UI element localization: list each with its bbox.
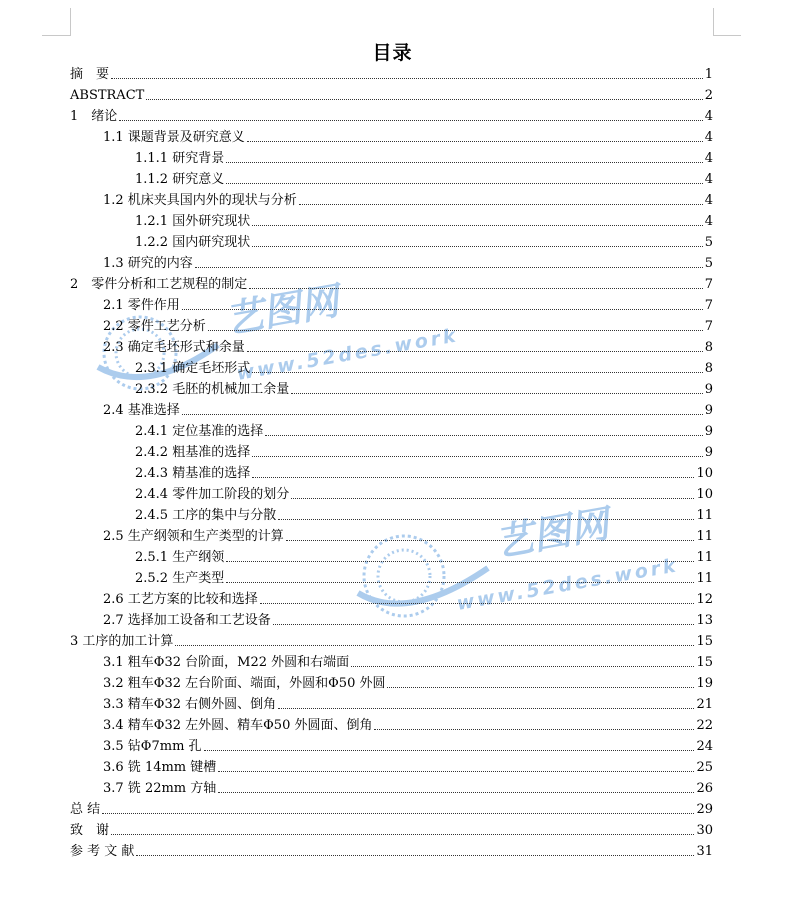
toc-entry-label: 3.7 铣 22mm 方轴 <box>103 781 217 796</box>
toc-dot-leader <box>111 78 703 79</box>
toc-entry-label: 2.4.3 精基准的选择 <box>135 466 251 481</box>
toc-dot-leader <box>278 708 694 709</box>
toc-entry[interactable] <box>135 461 713 482</box>
toc-entry[interactable] <box>135 566 713 587</box>
toc-dot-leader <box>146 99 702 100</box>
toc-dot-leader <box>226 561 694 562</box>
toc-entry-page: 10 <box>696 487 713 502</box>
toc-entry-page: 15 <box>696 655 713 670</box>
toc-entry-label: 2.3.2 毛胚的机械加工余量 <box>135 382 290 397</box>
toc-entry-label: 2.4.5 工序的集中与分散 <box>135 508 277 523</box>
toc-dot-leader <box>286 540 695 541</box>
toc-entry-page: 5 <box>704 256 713 271</box>
toc-entry[interactable] <box>135 440 713 461</box>
toc-entry-label: 1.3 研究的内容 <box>103 256 193 271</box>
toc-entry-label: 2.5.2 生产类型 <box>135 571 225 586</box>
toc-dot-leader <box>291 498 694 499</box>
toc-dot-leader <box>226 183 703 184</box>
toc-entry[interactable] <box>103 251 713 272</box>
toc-entry-page: 24 <box>696 739 713 754</box>
toc-entry-page: 11 <box>696 550 713 565</box>
toc-entry[interactable] <box>70 62 713 83</box>
toc-entry-label: 3.3 精车Φ32 右侧外圆、倒角 <box>103 697 277 712</box>
toc-dot-leader <box>260 603 695 604</box>
toc-entry-label: 2.6 工艺方案的比较和选择 <box>103 592 258 607</box>
toc-dot-leader <box>252 225 703 226</box>
toc-entry-page: 7 <box>704 298 713 313</box>
toc-dot-leader <box>252 477 694 478</box>
toc-entry-label: 3.5 钻Φ7mm 孔 <box>103 739 202 754</box>
toc-entry[interactable] <box>103 335 713 356</box>
toc-dot-leader <box>252 456 703 457</box>
toc-entry-page: 4 <box>704 151 713 166</box>
toc-entry[interactable] <box>103 293 713 314</box>
toc-dot-leader <box>278 519 694 520</box>
toc-entry[interactable] <box>103 524 713 545</box>
toc-entry-label: 2 零件分析和工艺规程的制定 <box>70 277 248 292</box>
toc-entry[interactable] <box>135 209 713 230</box>
toc-entry-label: 3.1 粗车Φ32 台阶面，M22 外圆和右端面 <box>103 655 350 670</box>
toc-entry-page: 26 <box>696 781 713 796</box>
toc-entry[interactable] <box>103 314 713 335</box>
toc-entry-label: 2.4 基准选择 <box>103 403 180 418</box>
toc-dot-leader <box>204 750 695 751</box>
watermark-url: www.52des.work <box>455 554 681 615</box>
toc-entry[interactable] <box>103 650 713 671</box>
toc-dot-leader <box>247 351 703 352</box>
toc-dot-leader <box>111 834 694 835</box>
toc-dot-leader <box>299 204 703 205</box>
toc-dot-leader <box>252 246 703 247</box>
toc-entry[interactable] <box>135 419 713 440</box>
toc-dot-leader <box>265 435 703 436</box>
toc-dot-leader <box>351 666 694 667</box>
toc-entry-label: 3 工序的加工计算 <box>70 634 174 649</box>
toc-entry-page: 4 <box>704 109 713 124</box>
toc-entry-page: 25 <box>696 760 713 775</box>
crop-mark-top-left-h <box>42 35 71 36</box>
toc-entry-page: 4 <box>704 214 713 229</box>
toc-entry-label: 1.1.2 研究意义 <box>135 172 225 187</box>
toc-entry-page: 11 <box>696 571 713 586</box>
toc-entry-page: 31 <box>696 844 713 859</box>
toc-dot-leader <box>136 855 694 856</box>
toc-entry-page: 21 <box>696 697 713 712</box>
toc-entry-label: 1.2.1 国外研究现状 <box>135 214 251 229</box>
toc-dot-leader <box>291 393 703 394</box>
toc-entry[interactable] <box>135 356 713 377</box>
toc-entry[interactable] <box>103 755 713 776</box>
toc-entry[interactable] <box>103 587 713 608</box>
toc-dot-leader <box>374 729 694 730</box>
toc-entry-page: 19 <box>696 676 713 691</box>
toc-entry-label: 1.2 机床夹具国内外的现状与分析 <box>103 193 297 208</box>
toc-entry-page: 29 <box>696 802 713 817</box>
toc-entry-page: 1 <box>704 67 713 82</box>
crop-mark-top-right-h <box>713 35 741 36</box>
toc-entry-label: 2.4.4 零件加工阶段的划分 <box>135 487 290 502</box>
toc-entry[interactable] <box>135 167 713 188</box>
toc-entry[interactable] <box>135 230 713 251</box>
toc-entry-label: 1 绪论 <box>70 109 118 124</box>
toc-entry-label: 参 考 文 献 <box>70 844 135 859</box>
toc-entry[interactable] <box>103 398 713 419</box>
toc-entry[interactable] <box>135 146 713 167</box>
toc-entry-page: 30 <box>696 823 713 838</box>
toc-entry[interactable] <box>70 83 713 104</box>
toc-entry-page: 22 <box>696 718 713 733</box>
toc-dot-leader <box>195 267 703 268</box>
toc-entry-label: 2.5 生产纲领和生产类型的计算 <box>103 529 284 544</box>
toc-dot-leader <box>208 330 703 331</box>
toc-entry-label: 致 谢 <box>70 823 110 838</box>
toc-entry-page: 2 <box>704 88 713 103</box>
toc-entry-label: 2.4.1 定位基准的选择 <box>135 424 264 439</box>
toc-entry-label: 2.3.1 确定毛坯形式 <box>135 361 251 376</box>
toc-entry[interactable] <box>103 692 713 713</box>
watermark-url: www.52des.work <box>235 324 461 385</box>
toc-dot-leader <box>218 792 694 793</box>
toc-entry[interactable] <box>103 608 713 629</box>
toc-entry-label: 3.4 精车Φ32 左外圆、精车Φ50 外圆面、倒角 <box>103 718 373 733</box>
toc-dot-leader <box>182 309 703 310</box>
toc-entry[interactable] <box>135 482 713 503</box>
watermark-text: 艺图网 <box>221 278 342 342</box>
toc-entry-page: 10 <box>696 466 713 481</box>
toc-dot-leader <box>387 687 694 688</box>
toc-entry-page: 8 <box>704 361 713 376</box>
toc-dot-leader <box>252 372 703 373</box>
watermark-text: 艺图网 <box>491 501 612 565</box>
toc-entry-page: 5 <box>704 235 713 250</box>
crop-mark-top-right-v <box>713 8 714 36</box>
toc-entry[interactable] <box>103 734 713 755</box>
toc-entry[interactable] <box>135 545 713 566</box>
toc-entry-label: 1.1.1 研究背景 <box>135 151 225 166</box>
toc-entry-page: 9 <box>704 445 713 460</box>
toc-dot-leader <box>175 645 694 646</box>
toc-entry[interactable] <box>103 671 713 692</box>
toc-entry-page: 11 <box>696 508 713 523</box>
toc-entry-label: 2.5.1 生产纲领 <box>135 550 225 565</box>
toc-entry[interactable] <box>135 377 713 398</box>
toc-entry[interactable] <box>103 776 713 797</box>
toc-entry-page: 7 <box>704 319 713 334</box>
toc-entry-page: 12 <box>696 592 713 607</box>
toc-entry-page: 15 <box>696 634 713 649</box>
toc-dot-leader <box>226 582 694 583</box>
toc-entry-label: 总 结 <box>70 802 101 817</box>
toc-entry-label: 1.2.2 国内研究现状 <box>135 235 251 250</box>
toc-entry-page: 7 <box>704 277 713 292</box>
toc-entry-label: 2.2 零件工艺分析 <box>103 319 206 334</box>
toc-entry-page: 11 <box>696 529 713 544</box>
toc-dot-leader <box>226 162 703 163</box>
toc-dot-leader <box>247 141 703 142</box>
toc-entry[interactable] <box>135 503 713 524</box>
toc-entry-page: 8 <box>704 340 713 355</box>
toc-entry-page: 9 <box>704 424 713 439</box>
toc-entry[interactable] <box>70 818 713 839</box>
toc-entry[interactable] <box>103 125 713 146</box>
toc-entry-page: 13 <box>696 613 713 628</box>
toc-entry[interactable] <box>70 839 713 860</box>
toc-entry-page: 9 <box>704 382 713 397</box>
toc-dot-leader <box>218 771 694 772</box>
toc-entry-label: 2.4.2 粗基准的选择 <box>135 445 251 460</box>
toc-entry-page: 4 <box>704 172 713 187</box>
toc-entry-label: 2.3 确定毛坯形式和余量 <box>103 340 245 355</box>
toc-entry-label: 3.2 粗车Φ32 左台阶面、端面，外圆和Φ50 外圆 <box>103 676 386 691</box>
toc-entry-label: 摘 要 <box>70 67 110 82</box>
toc-entry-label: 2.1 零件作用 <box>103 298 180 313</box>
toc-entry-label: 1.1 课题背景及研究意义 <box>103 130 245 145</box>
toc-entry[interactable] <box>70 797 713 818</box>
crop-mark-top-left-v <box>70 8 71 36</box>
toc-entry[interactable] <box>70 104 713 125</box>
toc-dot-leader <box>182 414 703 415</box>
toc-entry-page: 4 <box>704 130 713 145</box>
toc-entry-label: ABSTRACT <box>70 88 145 103</box>
toc-dot-leader <box>249 288 702 289</box>
toc-entry-label: 3.6 铣 14mm 键槽 <box>103 760 217 775</box>
toc-entry-label: 2.7 选择加工设备和工艺设备 <box>103 613 271 628</box>
toc-entry-page: 4 <box>704 193 713 208</box>
toc-dot-leader <box>102 813 694 814</box>
toc-entry[interactable] <box>103 188 713 209</box>
toc-entry[interactable] <box>103 713 713 734</box>
toc-entry[interactable] <box>70 272 713 293</box>
toc-entry[interactable] <box>70 629 713 650</box>
toc-entry-page: 9 <box>704 403 713 418</box>
toc-dot-leader <box>119 120 702 121</box>
toc-dot-leader <box>273 624 695 625</box>
toc-title: 目录 <box>372 42 413 64</box>
